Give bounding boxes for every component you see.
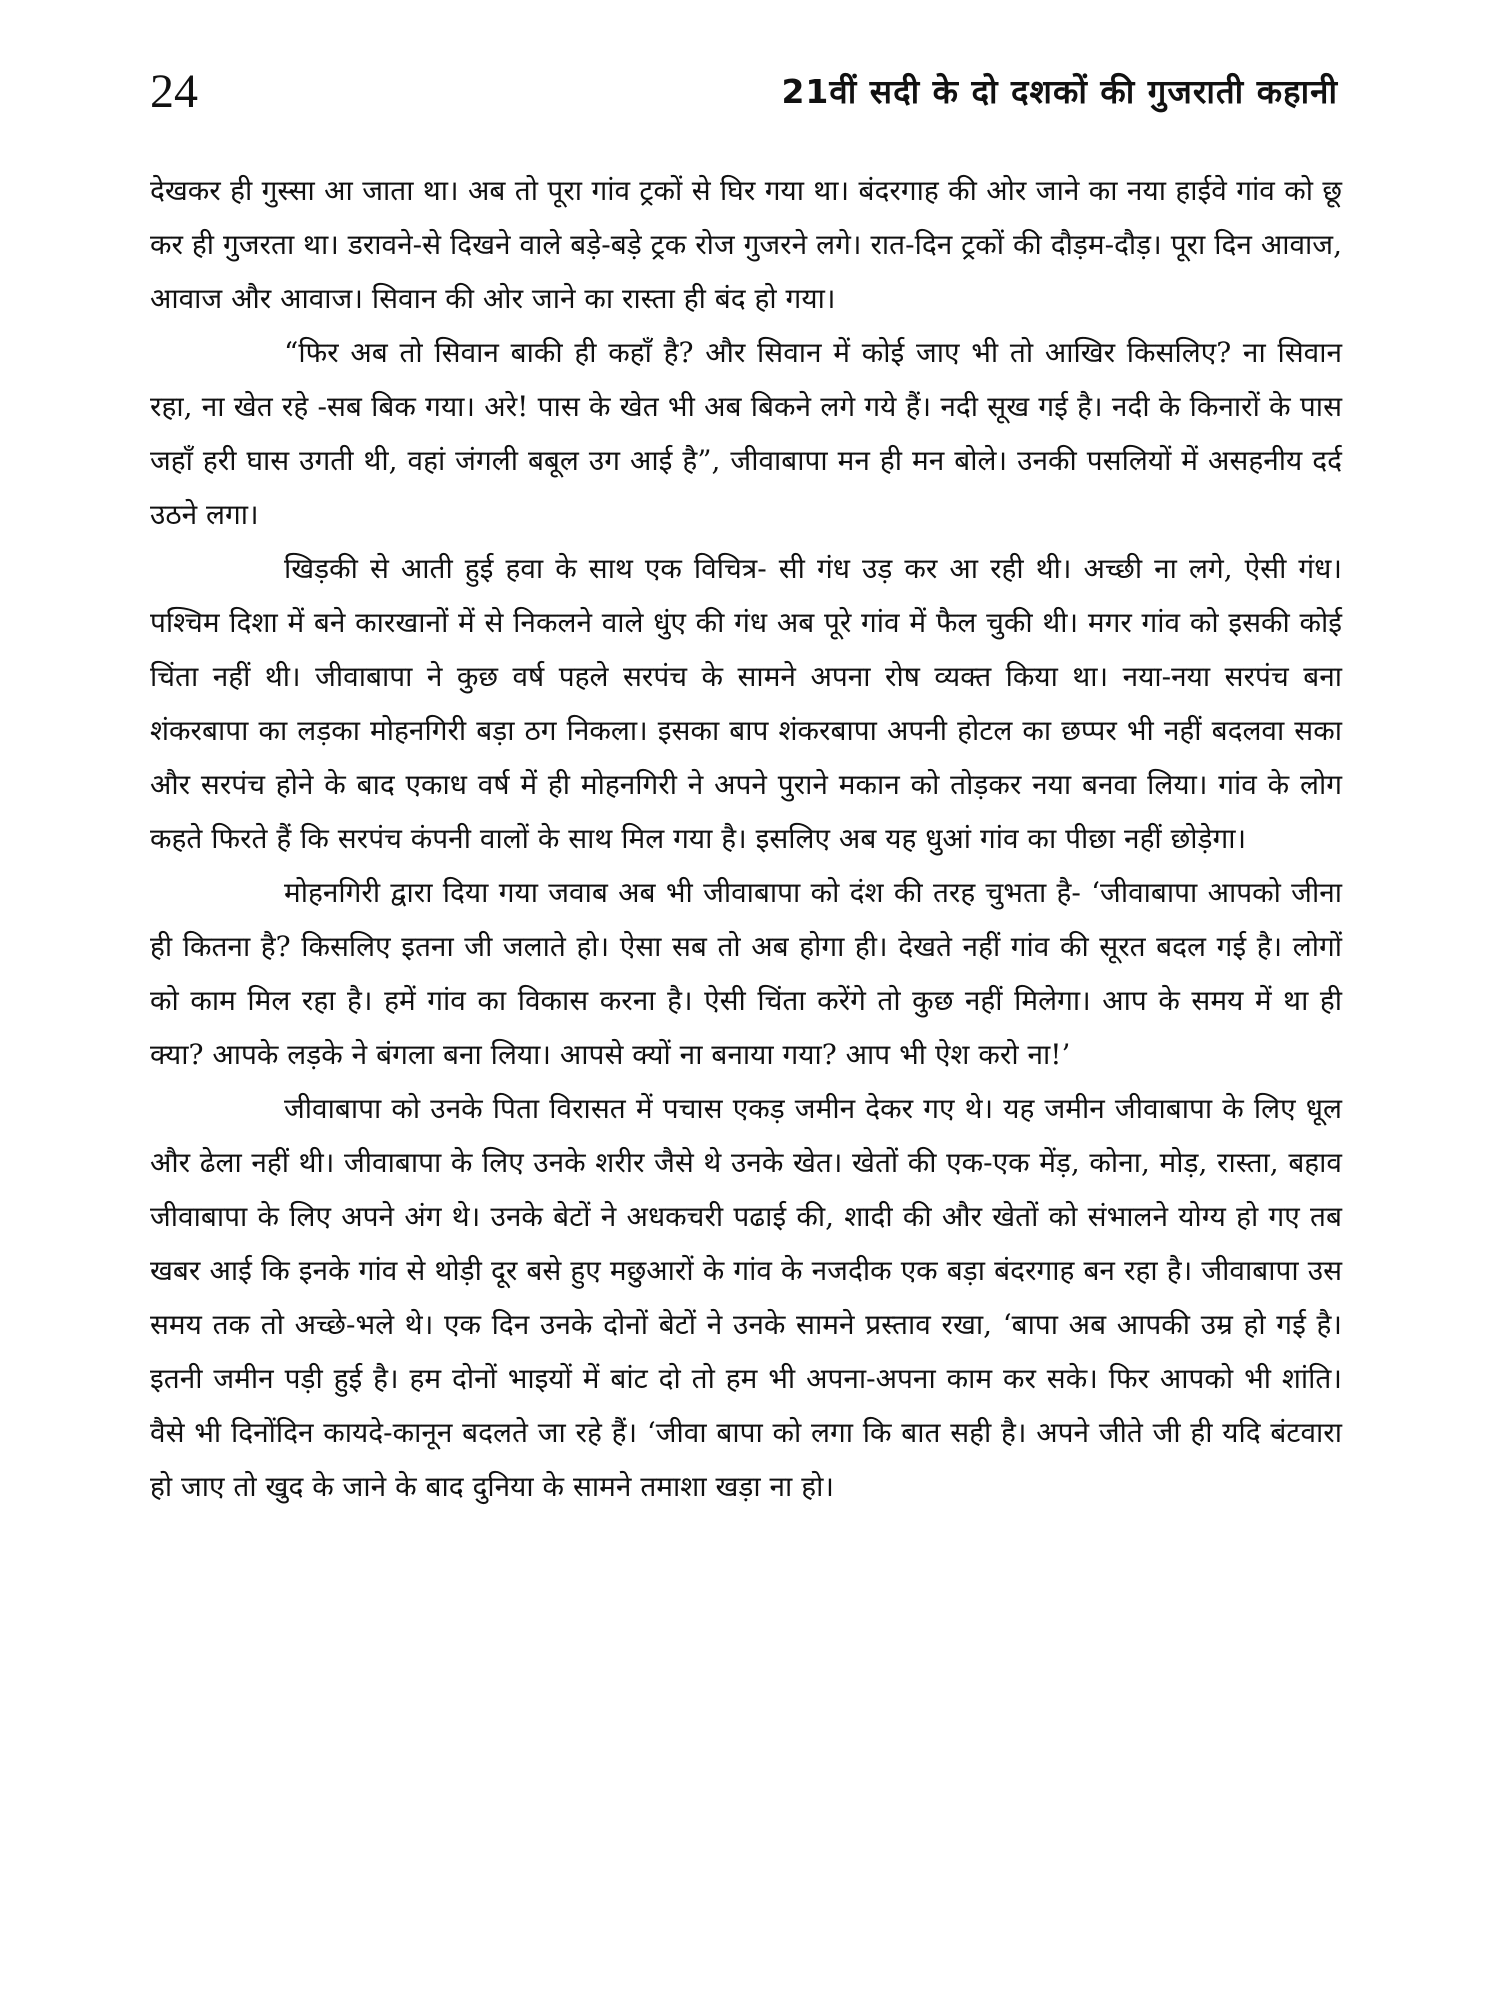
- paragraph: “फिर अब तो सिवान बाकी ही कहाँ है? और सिवान में कोई जाए भी तो आखिर किसलिए? ना सिवान रहा, ना खेत रहे -सब बिक गया। अरे! पास के खेत भी अब बिकने लगे गये हैं। नदी सूख गई है। नदी के किनारों के पास जहाँ हरी घास उगती थी, वहां जंगली बबूल उग आई है”, जीवाबापा मन ही मन बोले। उनकी पसलियों में असहनीय दर्द उठने लगा।: [150, 336, 1342, 531]
- paragraph: जीवाबापा को उनके पिता विरासत में पचास एकड़ जमीन देकर गए थे। यह जमीन जीवाबापा के लिए धूल और ढेला नहीं थी। जीवाबापा के लिए उनके शरीर जैसे थे उनके खेत। खेतों की एक-एक मेंड़, कोना, मोड़, रास्ता, बहाव जीवाबापा के लिए अपने अंग थे। उनके बेटों ने अधकचरी पढाई की, शादी की और खेतों को संभालने योग्य हो गए तब खबर आई कि इनके गांव से थोड़ी दूर बसे हुए मछुआरों के गांव के नजदीक एक बड़ा बंदरगाह बन रहा है। जीवाबापा उस समय तक तो अच्छे-भले थे। एक दिन उनके दोनों बेटों ने उनके सामने प्रस्ताव रखा, ‘बापा अब आपकी उम्र हो गई है। इतनी जमीन पड़ी हुई है। हम दोनों भाइयों में बांट दो तो हम भी अपना-अपना काम कर सके। फिर आपको भी शांति। वैसे भी दिनोंदिन कायदे-कानून बदलते जा रहे हैं। ‘जीवा बापा को लगा कि बात सही है। अपने जीते जी ही यदि बंटवारा हो जाए तो खुद के जाने के बाद दुनिया के सामने तमाशा खड़ा ना हो।: [150, 1092, 1342, 1503]
- paragraph: खिड़की से आती हुई हवा के साथ एक विचित्र- सी गंध उड़ कर आ रही थी। अच्छी ना लगे, ऐसी गंध। पश्चिम दिशा में बने कारखानों में से निकलने वाले धुंए की गंध अब पूरे गांव में फैल चुकी थी। मगर गांव को इसकी कोई चिंता नहीं थी। जीवाबापा ने कुछ वर्ष पहले सरपंच के सामने अपना रोष व्यक्त किया था। नया-नया सरपंच बना शंकरबापा का लड़का मोहनगिरी बड़ा ठग निकला। इसका बाप शंकरबापा अपनी होटल का छप्पर भी नहीं बदलवा सका और सरपंच होने के बाद एकाध वर्ष में ही मोहनगिरी ने अपने पुराने मकान को तोड़कर नया बनवा लिया। गांव के लोग कहते फिरते हैं कि सरपंच कंपनी वालों के साथ मिल गया है। इसलिए अब यह धुआं गांव का पीछा नहीं छोड़ेगा।: [150, 552, 1342, 855]
- body-text: [150, 164, 1342, 1514]
- page-header: [150, 62, 1350, 132]
- page-number: 24: [150, 65, 198, 118]
- paragraph: देखकर ही गुस्सा आ जाता था। अब तो पूरा गांव ट्रकों से घिर गया था। बंदरगाह की ओर जाने का नया हाईवे गांव को छू कर ही गुजरता था। डरावने-से दिखने वाले बड़े-बड़े ट्रक रोज गुजरने लगे। रात-दिन ट्रकों की दौड़म-दौड़। पूरा दिन आवाज, आवाज और आवाज। सिवान की ओर जाने का रास्ता ही बंद हो गया।: [150, 174, 1342, 315]
- running-title: 21वीं सदी के दो दशकों की गुजराती कहानी: [781, 72, 1338, 111]
- paragraph: मोहनगिरी द्वारा दिया गया जवाब अब भी जीवाबापा को दंश की तरह चुभता है- ‘जीवाबापा आपको जीना ही कितना है? किसलिए इतना जी जलाते हो। ऐसा सब तो अब होगा ही। देखते नहीं गांव की सूरत बदल गई है। लोगों को काम मिल रहा है। हमें गांव का विकास करना है। ऐसी चिंता करेंगे तो कुछ नहीं मिलेगा। आप के समय में था ही क्या? आपके लड़के ने बंगला बना लिया। आपसे क्यों ना बनाया गया? आप भी ऐश करो ना!’: [150, 876, 1342, 1071]
